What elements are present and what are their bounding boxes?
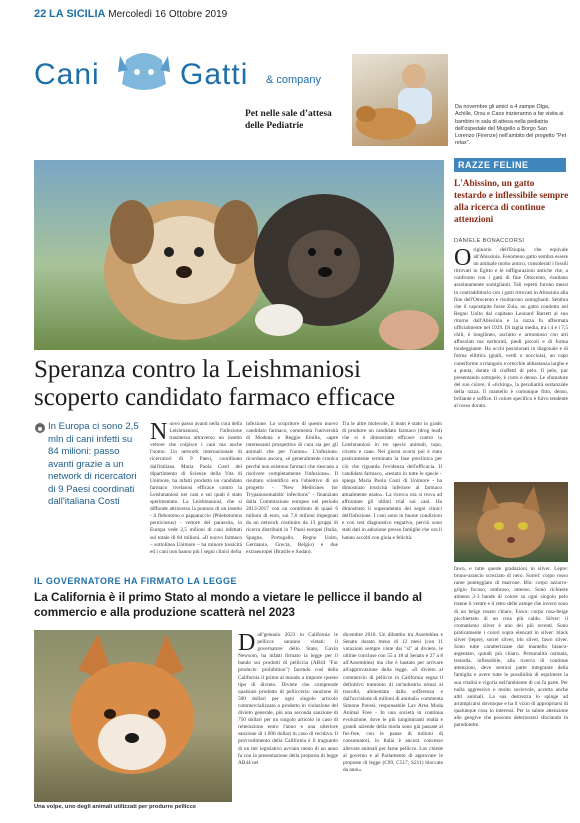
paper-name: LA SICILIA xyxy=(49,8,106,20)
main-story-column-2 xyxy=(246,421,338,577)
bottom-story-headline: La California è il primo Stato al mondo a vietare le pellicce il bando al commercio e alla produzione scatterà nel 2023 xyxy=(34,590,423,619)
main-story-column-1 xyxy=(150,421,242,577)
page-header xyxy=(34,8,227,20)
dropcap-o: O xyxy=(454,247,472,271)
side-story-column-bottom xyxy=(454,566,568,816)
main-story-text-2: infezione. Lo scopritore di questo nuovo candidato farmaco, commenta l'università di Modena e Reggio Emilia, «apre interessanti prospettive di cura sia per gli animali che per l'uomo». L'infezione, ricordano ancora, «è generalmente cronica perché non esistono farmaci che riescano a risolvere completamente l'infezione». Il risultato scientifico era l'obiettivo di un progetto - "New Medicines for Trypanosomatidic infections" - finanziato dalla Commissione europea nel periodo 2013-2017 con un contributo di quasi 6 milioni di euro, sui 7,6 milioni impegnati da un network costituito da 13 gruppi di ricerca distribuiti in 7 Paesi europei (Italia, Spagna, Portogallo, Regno Unito, Germania, Grecia, Belgio) e due extraeuropei (Brasile e Sudan). xyxy=(246,421,338,555)
dog-cat-logo-icon xyxy=(116,50,172,94)
side-story-headline: L'Abissino, un gatto testardo e inflessibile sempre alla ricerca di continue attenzioni xyxy=(454,179,569,225)
side-story-kicker: RAZZE FELINE xyxy=(458,160,529,170)
section-logo xyxy=(34,50,324,98)
top-story-caption: Da novembre gli amici a 4 zampe Olga, Achille, Orsu e Caos inizieranno a far visita ai bambini in sala di attesa nella pediatria dell'ospedale del Mugello a Borgo San Lorenzo (Firenze) nell'ambito del progetto "Pet relax". xyxy=(455,104,567,147)
logo-word-cani: Cani xyxy=(34,58,100,91)
bottom-story-column-1 xyxy=(238,632,338,816)
bottom-story-kicker: IL GOVERNATORE HA FIRMATO LA LEGGE xyxy=(34,576,238,586)
side-story-byline: DANIELE BONACCORSI xyxy=(454,238,525,244)
main-story-text-3: Tra le altre molecole, il team è stato in grado di produrre un candidato farmaco (drug lead) che si è dimostrato efficace contro la Leishmaniosi in tre specie animali, topo, criceto e cane. Nei giorni scorsi poi è stata praticamente terminata la fase preclinica per ciò che riguarda l'evidenza dell'efficacia. Il candidato farmaco, «testato in tutte le specie - spiega Maria Paola Costi di Unimore - ha dimostrato tossicità inferiore al farmaco attualmente usato». La ricerca ora si trova ad affrontare gli ultimi trial sui cani. Ha dimostrato il superamento dei segni clinici dell'infezione. I cani sono in buone condizioni e con test diagnostico negativo, perciò sono stati dati in adozione presso famiglie che ora li hanno accolti con gioia e felicità. xyxy=(342,421,442,541)
abyssinian-cat-photo xyxy=(454,482,568,562)
pull-quote: In Europa ci sono 2,5 mln di cani infetti su 84 milioni: passo avanti grazie a un network di ricercatori di 9 Paesi coordinati dall'italiana Costi xyxy=(48,421,139,507)
bottom-story-text-1: all'gennaio 2023 in California le pellicce saranno vietati: il governatore dello Stato, Gavin Newsom, ha infatti firmato la legge per il bando sui prodotti di pelliccia (AB44 "Fur products: prohibition") facendo così della California il primo al mondo a imporre questo tipo di divieto. Diviete che comprende qualsiasi prodotto di pellicceria: sanzione di 500 dollari per ogni singolo articolo commercializzato o prodotto in violazione del divieto generale, più una seconda sanzione di 750 dollari per un singolo articolo in caso di reiterazione entro l'anno e una ulteriore sanzione di 1.000 dollari in caso di recidiva. Il provvedimento della California è il traguardo di un iter legislativo avviato meno di un anno fa con la presentazione della proposta di legge AB44 nel xyxy=(238,632,338,766)
bottom-story-text-2: dicembre 2018. Un dibattito tra Assemblea e Senato durato meno di 12 mesi (con 11 votazioni sempre vinte dai "sì" al divieto, le ultime concluse con 55 a 18 al Senato e 27 a 8 all'Assemblea) ma che è bastato per arrivare all'approvazione della legge. «Il divieto al commercio di pellicce in California segna il definitivo tramonto di un'industria ormai al tracollo, alimentata dalla sofferenza e dall'uccisione di milioni di animali» commenta Simone Pavesi, responsabile Lav Area Moda Animal Free - In una società in continua evoluzione, dove le più lungimiranti realtà e grandi aziende della moda sono già passate al fur-free, con le pause di milioni di consumatori, in Italia è ancora concesso allevare animali per farne pellicce. Lav chiede al governo e al Parlamento di approvare le proposte di legge (C99, C517, S211) bloccate da anni». xyxy=(343,632,443,773)
bottom-story-column-2 xyxy=(343,632,443,816)
logo-word-gatti: Gatti xyxy=(180,58,249,91)
main-headline: Speranza contro la Leishmaniosi scoperto candidato farmaco efficace xyxy=(34,356,396,411)
page-number: 22 xyxy=(34,8,47,20)
main-story-column-3 xyxy=(342,421,442,577)
puppies-photo xyxy=(34,160,444,350)
fox-caption: Una volpe, uno degli animali utilizzati per produrre pellicce xyxy=(34,804,197,810)
main-story-text-1: uovo passo avanti nella cura della Leishmaniosi, l'infezione trasmessa attraverso un insetto vettore che colpisce i cani ma anche l'uomo. Un network internazionale di ricercatori di 9 Paesi, coordinato dall'italiana Maria Paola Costi del dipartimento di Scienze della Vita di Unimore, ha infatti prodotto un candidato farmaco rivelatosi efficace contro la Leishmaniosi nei cani e sui quali è stato sperimentato. La Leishmaniosi, che si diffonde attraverso la puntura di un insetto - il flebotomo o pappataccio (Phlebotomus perniciosus) - vettore del parassita, in Europa vede 2,5 milioni di cani infettati sul totale di 84 milioni. «Il nuovo farmaco – sottolinea Unimore – ha minore tossicità ed i cani non hanno più i segni clinici della xyxy=(150,421,242,555)
fox-photo xyxy=(34,630,232,802)
top-story-title: Pet nelle sale d’attesa delle Pediatrie xyxy=(245,109,332,131)
side-story-column-top xyxy=(454,247,568,479)
side-story-text-2: fawn, e tutte queste gradazioni in silver. Lepre: bruno-arancio screziato di nero. Sorrel: corpo rosso rame punteggiato di marrone. Blu: corpo azzurro-grigio focoso, ombroso, intenso. Sono richieste almeno 2-3 bande di colore su ogni singolo pelo tranne il ventre e il retro delle zampe che invece sono di un beige rosato chiaro. Fawn: corpo rosa-beige picchiettato di un crea più caldo. Silver: il cromatismo silver è uno dei più recenti. Sono praticamente i colori sopra elencati in silver: black silver (lepre), sorrel silver, blu silver, fawn silver. Sono tutte caratterizzate dal mantello bianco-argentato, quindi più chiaro. Personalità ostinata, testarda, inflessibile, alla ricerca di continue attenzioni, deve sentirsi parte integrante della famiglia e avere tutte le possibilità di esprimere la sua vitalità e vigoria nell'ambiente di cui fa parte. Per nulla aggressivo e molto socievole, accetta anche altri animali. La sua destrezza lo spinge ad arrampicarsi dovunque e ha il vizio di appropriarsi di qualunque cosa lo interessi. Per la salute attenzione alle gengive che possono deteriorarsi sfociando in parodontite. xyxy=(454,566,568,729)
dropcap-n: N xyxy=(150,421,168,445)
dropcap-d: D xyxy=(238,632,256,656)
side-story-text-1: riginario dell'Etiopia, che equivale all'Abissinia. Fenomeno gatto sembra essere un animale molto antico, considerati i fossili ritrovati in Egitto e le raffigurazioni antiche che, a confronto con i gatti di fine Ottocento, risultano assolutamente somiglianti. Tali reperti furono messi in contraddittorio con i gatti ritrovati in Abissinia alla fine dell'Ottocento e risultarono somiglianti. Sembra che il capostipite fosse Zula, un gatto condotto nel Regno Unito dal capitano Leonard Barrett al suo ritorno dall'Abissinia e la razza fu affermata ufficialmente nel 1929. Di taglia media, tra i 4 e i 7,5 chili, è longilineo, asciutto e armonioso con arti affusolati ma nerboruti, piedi piccoli e di forma tondeggiante. Ha occhi posizionati in diagonale e di forma ellittica (gialli, verdi o nocciola), un capo cuneiforme a triangolo e orecchie abbastanza larghe e a punta, dotate di ciuffetti di pelo. Il pelo, pur presentando sottopelo, è corto e denso. Le sfumature del suo colore, il «ticking», la peculiarità sostanziale della razza. Il mantello è comunque fitto, denso, brillante e soffice. Il colore specifico è fulvo tendente al rosso dorato. xyxy=(454,247,568,410)
top-story-photo xyxy=(352,54,448,146)
issue-date: Mercoledì 16 Ottobre 2019 xyxy=(108,9,228,20)
side-story-kicker-bar xyxy=(454,158,566,172)
logo-suffix: & company xyxy=(266,74,322,86)
paw-icon xyxy=(35,423,45,433)
